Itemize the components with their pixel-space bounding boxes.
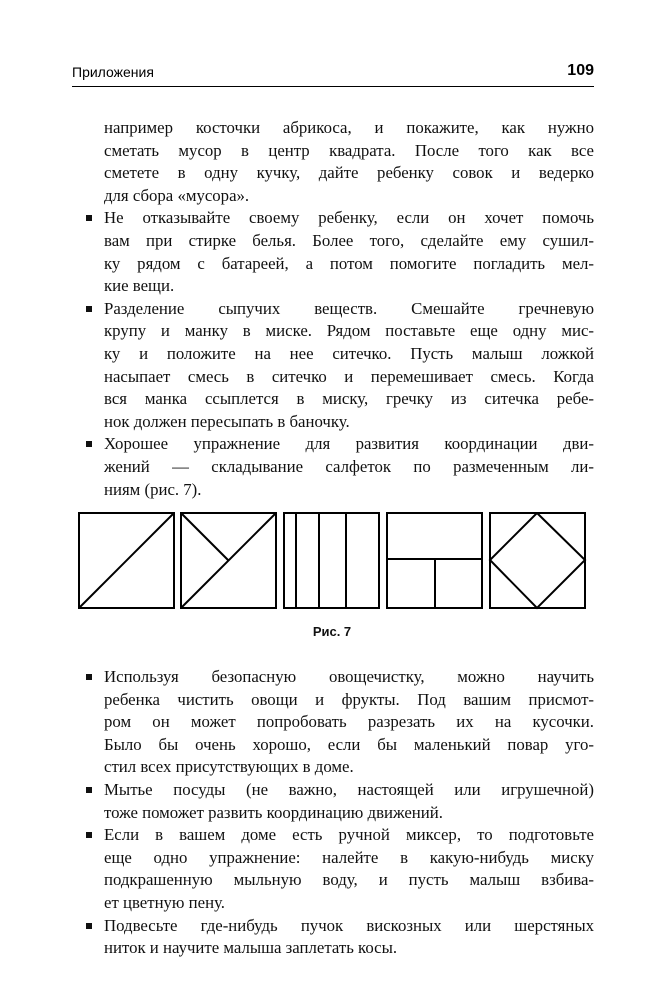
page-number: 109: [567, 62, 594, 79]
text-block-top: [82, 117, 594, 501]
text-line: Подвесьте где-нибудь пучок вискозных или шерстяных: [104, 915, 594, 935]
text-line: жений — складывание салфеток по размеченным ли-: [104, 456, 594, 476]
text-line: Было бы очень хорошо, если бы маленький повар уго-: [104, 734, 594, 754]
text-line: Если в вашем доме есть ручной миксер, то подготовьте: [104, 825, 594, 845]
text-line: сметать мусор в центр квадрата. После того как все: [104, 140, 594, 160]
text-line: еще одно упражнение: налейте в какую-нибудь миску: [104, 847, 594, 867]
text-line: Мытье посуды (не важно, настоящей или игрушечной): [104, 779, 594, 799]
text-line: нок должен пересыпать в баночку.: [104, 411, 350, 431]
text-line: ребенка чистить овощи и фрукты. Под вашим присмот-: [104, 689, 594, 709]
text-line: ку рядом с батареей, а потом помогите погладить мел-: [104, 253, 594, 273]
text-line: вся манка ссыплется в миску, гречку из ситечка ребе-: [104, 389, 594, 409]
napkin-fold-figure: [78, 512, 588, 612]
text-line: ниток и научите малыша заплетать косы.: [104, 938, 398, 958]
text-line: например косточки абрикоса, и покажите, как нужно: [104, 118, 594, 137]
text-line: вам при стирке белья. Более того, сделайте ему сушил-: [104, 230, 594, 250]
text-block-bottom: [82, 666, 594, 960]
bullet-icon: [86, 923, 92, 929]
list-item: [82, 779, 594, 824]
section-title: Приложения: [72, 64, 154, 80]
text-line: сметете в одну кучку, дайте ребенку совок и ведерко: [104, 163, 594, 183]
list-item: [82, 824, 594, 914]
bullet-icon: [86, 441, 92, 447]
text-line: Не отказывайте своему ребенку, если он хочет помочь: [104, 208, 594, 228]
square-diagonal-fold: [79, 513, 174, 608]
continued-paragraph: [82, 117, 594, 207]
list-item: [82, 666, 594, 779]
text-line: Хорошее упражнение для развития координации дви-: [104, 434, 594, 454]
running-head: [72, 62, 594, 87]
square-triangle-fold: [181, 513, 276, 608]
text-line: ниям (рис. 7).: [104, 479, 202, 499]
text-line: подкрашенную мыльную воду, и пусть малыш взбива-: [104, 870, 594, 890]
text-line: ку и положите на нее ситечко. Пусть малыш ложкой: [104, 343, 594, 363]
square-diamond-fold: [490, 513, 585, 608]
square-rectangles-fold: [387, 513, 482, 608]
text-line: кие вещи.: [104, 276, 175, 296]
text-line: Используя безопасную овощечистку, можно научить: [104, 667, 594, 686]
bullet-icon: [86, 787, 92, 793]
bullet-icon: [86, 215, 92, 221]
text-line: тоже поможет развить координацию движений.: [104, 802, 443, 822]
bullet-icon: [86, 832, 92, 838]
text-line: для сбора «мусора».: [104, 185, 250, 205]
bullet-icon: [86, 306, 92, 312]
text-line: Разделение сыпучих веществ. Смешайте гречневую: [104, 298, 594, 318]
list-item: [82, 915, 594, 960]
square-vertical-strips-fold: [284, 513, 379, 608]
text-line: ром он может попробовать разрезать их на кусочки.: [104, 712, 594, 732]
list-item: [82, 207, 594, 297]
text-line: насыпает смесь в ситечко и перемешивает смесь. Когда: [104, 366, 594, 386]
bullet-icon: [86, 674, 92, 680]
list-item: [82, 433, 594, 501]
text-line: ет цветную пену.: [104, 892, 225, 912]
list-item: [82, 298, 594, 434]
figure-caption: Рис. 7: [312, 624, 352, 639]
text-line: крупу и манку в миске. Рядом поставьте еще одну мис-: [104, 321, 594, 341]
text-line: стил всех присутствующих в доме.: [104, 757, 354, 777]
